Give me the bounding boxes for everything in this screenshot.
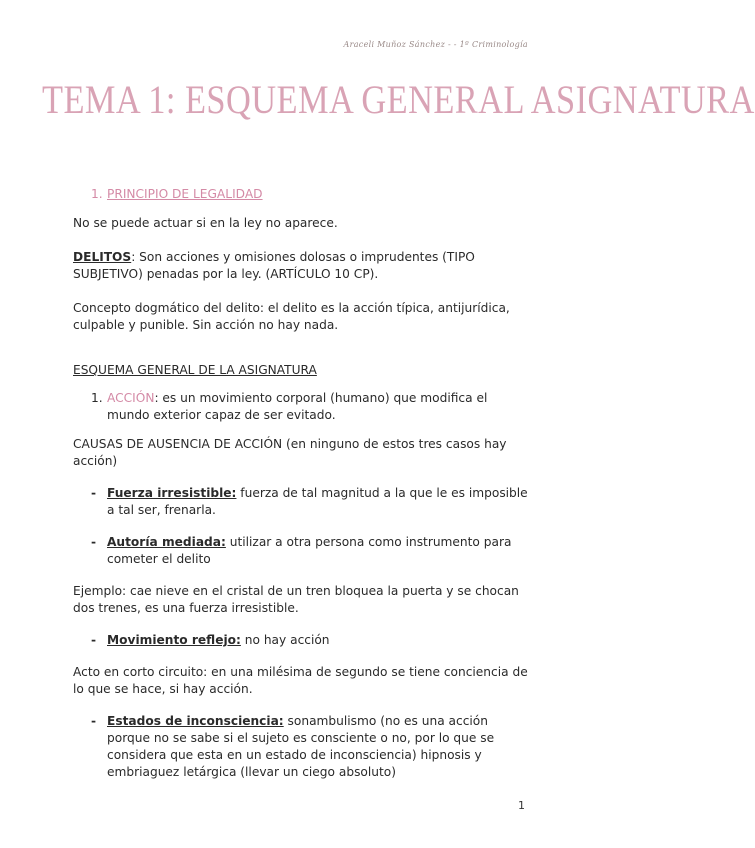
section-heading-legalidad bbox=[91, 186, 531, 203]
accion-text: : es un movimiento corporal (humano) que modifica el mundo exterior capaz de ser evitado. bbox=[107, 391, 488, 422]
dash-marker: - bbox=[91, 714, 97, 728]
bullet-text bbox=[107, 632, 531, 649]
document-body bbox=[73, 186, 531, 781]
dash-marker: - bbox=[91, 633, 97, 647]
section-title[interactable]: PRINCIPIO DE LEGALIDAD bbox=[107, 187, 263, 201]
causas-heading: CAUSAS DE AUSENCIA DE ACCIÓN (en ninguno de estos tres casos hay acción) bbox=[73, 437, 507, 468]
item-number: 1. bbox=[91, 391, 103, 405]
bullet-term: Fuerza irresistible: bbox=[107, 486, 237, 500]
bullet-desc: no hay acción bbox=[240, 633, 330, 647]
accion-term: ACCIÓN bbox=[107, 391, 155, 405]
bullet-text bbox=[107, 534, 531, 568]
bullet-text bbox=[107, 485, 531, 519]
author-header-note: Araceli Muñoz Sánchez - - 1º Criminología bbox=[343, 40, 528, 49]
bullet-item bbox=[91, 632, 531, 649]
list-item-accion bbox=[91, 390, 531, 424]
bullet-desc: sonambulismo (no es una acción porque no se sabe si el sujeto es consciente o no, por lo que se considera que esta en un estado de inconsciencia) hipnosis y embriaguez letárgica (llevar un ciego absoluto) bbox=[107, 714, 495, 779]
bullet-item bbox=[91, 485, 531, 519]
bullet-term: Movimiento reflejo: bbox=[107, 633, 241, 647]
item-text bbox=[107, 390, 531, 424]
bullet-item bbox=[91, 534, 531, 568]
page-title: TEMA 1: ESQUEMA GENERAL ASIGNATURA bbox=[42, 77, 755, 122]
paragraph-ejemplo: Ejemplo: cae nieve en el cristal de un tren bloquea la puerta y se chocan dos trenes, es una fuerza irresistible. bbox=[73, 584, 519, 615]
bullet-item bbox=[91, 713, 531, 781]
bullet-text bbox=[107, 713, 531, 781]
dash-marker: - bbox=[91, 486, 97, 500]
bullet-desc: utilizar a otra persona como instrumento para cometer el delito bbox=[107, 535, 512, 566]
paragraph-ley: No se puede actuar si en la ley no aparece. bbox=[73, 216, 338, 230]
bullet-desc: fuerza de tal magnitud a la que le es imposible a tal ser, frenarla. bbox=[107, 486, 528, 517]
paragraph-acto: Acto en corto circuito: en una milésima de segundo se tiene conciencia de lo que se hace, si hay acción. bbox=[73, 665, 528, 696]
esquema-heading: ESQUEMA GENERAL DE LA ASIGNATURA bbox=[73, 363, 317, 377]
section-number: 1. bbox=[91, 187, 103, 201]
bullet-term: Estados de inconsciencia: bbox=[107, 714, 284, 728]
paragraph-delitos bbox=[73, 249, 531, 283]
delitos-term: DELITOS bbox=[73, 250, 132, 264]
bullet-term: Autoría mediada: bbox=[107, 535, 226, 549]
paragraph-concepto: Concepto dogmático del delito: el delito es la acción típica, antijurídica, culpable y punible. Sin acción no hay nada. bbox=[73, 301, 510, 332]
delitos-text: : Son acciones y omisiones dolosas o imprudentes (TIPO SUBJETIVO) penadas por la ley. (ARTÍCULO 10 CP). bbox=[73, 250, 475, 281]
dash-marker: - bbox=[91, 535, 97, 549]
page-number: 1 bbox=[518, 799, 525, 812]
